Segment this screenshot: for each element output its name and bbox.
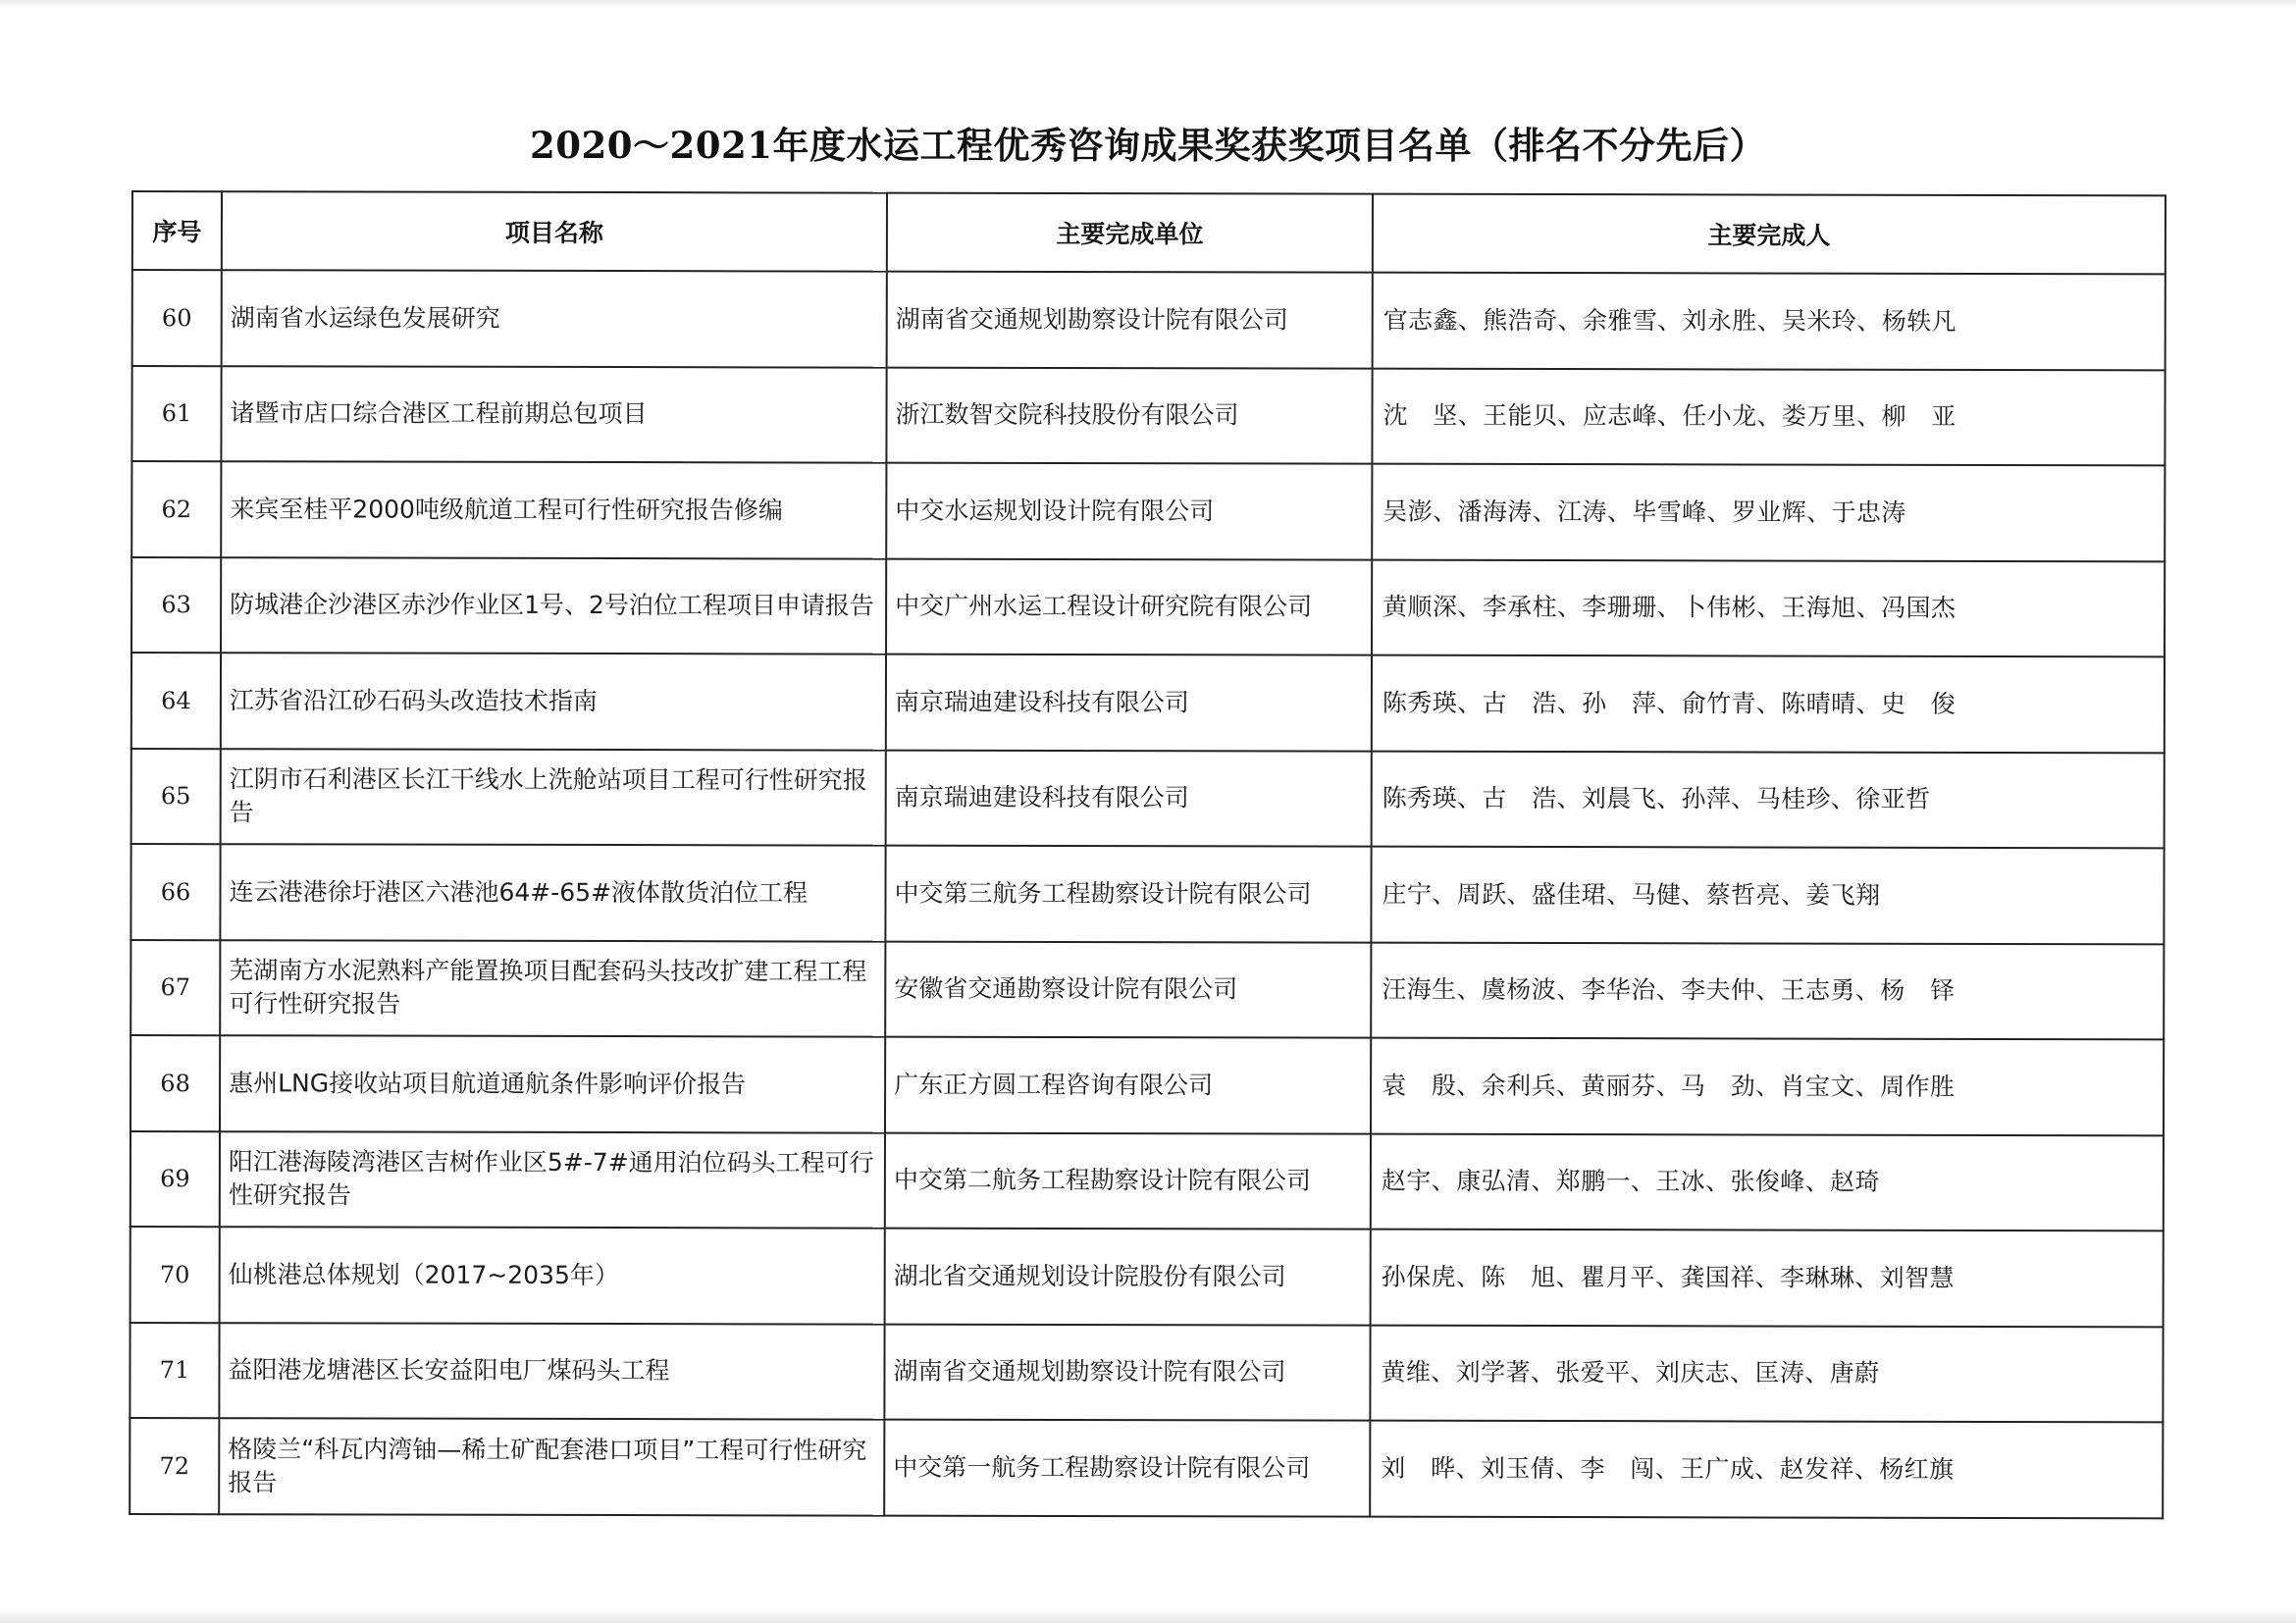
cell-main-unit: 中交第一航务工程勘察设计院有限公司 bbox=[884, 1420, 1370, 1517]
cell-main-unit: 湖北省交通规划设计院股份有限公司 bbox=[885, 1229, 1371, 1326]
cell-no: 60 bbox=[132, 270, 222, 366]
table-row bbox=[131, 557, 2165, 657]
cell-project-name: 仙桃港总体规划（2017~2035年） bbox=[220, 1227, 885, 1324]
cell-main-people: 刘 晔、刘玉倩、李 闯、王广成、赵发祥、杨红旗 bbox=[1370, 1421, 2163, 1518]
cell-no: 64 bbox=[131, 653, 221, 749]
table-row bbox=[130, 1322, 2163, 1422]
cell-no: 66 bbox=[130, 844, 220, 940]
cell-main-people: 沈 坚、王能贝、应志峰、任小龙、娄万里、柳 亚 bbox=[1372, 368, 2165, 465]
cell-main-unit: 湖南省交通规划勘察设计院有限公司 bbox=[884, 1324, 1370, 1421]
cell-no: 72 bbox=[130, 1418, 219, 1514]
cell-main-unit: 湖南省交通规划勘察设计院有限公司 bbox=[887, 272, 1373, 369]
cell-project-name: 格陵兰“科瓦内湾铀—稀土矿配套港口项目”工程可行性研究报告 bbox=[219, 1418, 884, 1515]
table-row bbox=[130, 1035, 2164, 1135]
table-row bbox=[131, 653, 2165, 753]
cell-no: 69 bbox=[130, 1131, 220, 1228]
cell-no: 70 bbox=[130, 1227, 220, 1323]
cell-main-unit: 广东正方圆工程咨询有限公司 bbox=[885, 1037, 1371, 1134]
cell-no: 62 bbox=[131, 461, 221, 557]
cell-main-people: 孙保虎、陈 旭、瞿月平、龚国祥、李琳琳、刘智慧 bbox=[1371, 1230, 2164, 1327]
award-list-table bbox=[129, 190, 2166, 1519]
scan-top-edge bbox=[0, 0, 2296, 8]
cell-no: 65 bbox=[131, 749, 221, 845]
header-main-people: 主要完成人 bbox=[1373, 194, 2166, 275]
header-main-unit: 主要完成单位 bbox=[887, 193, 1373, 273]
cell-project-name: 芜湖南方水泥熟料产能置换项目配套码头技改扩建工程工程可行性研究报告 bbox=[220, 940, 885, 1037]
cell-project-name: 江苏省沿江砂石码头改造技术指南 bbox=[221, 653, 886, 750]
cell-main-unit: 中交第二航务工程勘察设计院有限公司 bbox=[885, 1132, 1371, 1230]
cell-no: 68 bbox=[130, 1035, 220, 1131]
table-header-row bbox=[132, 191, 2166, 274]
scan-bottom-edge bbox=[0, 1609, 2296, 1623]
header-no: 序号 bbox=[132, 191, 222, 270]
cell-main-people: 袁 殷、余利兵、黄丽芬、马 劲、肖宝文、周作胜 bbox=[1371, 1038, 2164, 1135]
table-row bbox=[130, 844, 2164, 944]
cell-main-unit: 安徽省交通勘察设计院有限公司 bbox=[885, 941, 1371, 1038]
cell-no: 67 bbox=[130, 940, 220, 1036]
cell-main-people: 庄宁、周跃、盛佳珺、马健、蔡哲亮、姜飞翔 bbox=[1371, 847, 2164, 944]
cell-no: 63 bbox=[131, 557, 221, 654]
cell-main-unit: 中交广州水运工程设计研究院有限公司 bbox=[886, 558, 1372, 655]
cell-main-unit: 浙江数智交院科技股份有限公司 bbox=[886, 367, 1372, 464]
cell-main-people: 陈秀瑛、古 浩、孙 萍、俞竹青、陈晴晴、史 俊 bbox=[1372, 655, 2165, 753]
table-row bbox=[130, 940, 2164, 1040]
cell-main-unit: 南京瑞迪建设科技有限公司 bbox=[886, 750, 1372, 847]
cell-main-people: 吴澎、潘海涛、江涛、毕雪峰、罗业辉、于忠涛 bbox=[1372, 464, 2165, 561]
page-title: 2020～2021年度水运工程优秀咨询成果奖获奖项目名单（排名不分先后） bbox=[530, 124, 1766, 167]
table-row bbox=[131, 366, 2165, 466]
cell-main-people: 汪海生、虞杨波、李华治、李夫仲、王志勇、杨 铎 bbox=[1371, 942, 2164, 1039]
cell-project-name: 防城港企沙港区赤沙作业区1号、2号泊位工程项目申请报告 bbox=[221, 557, 886, 654]
cell-main-unit: 中交水运规划设计院有限公司 bbox=[886, 463, 1372, 560]
table-row bbox=[130, 1227, 2164, 1327]
table-row bbox=[130, 1131, 2164, 1231]
table-row bbox=[131, 749, 2165, 849]
cell-project-name: 湖南省水运绿色发展研究 bbox=[222, 270, 887, 367]
cell-project-name: 江阴市石利港区长江干线水上洗舱站项目工程可行性研究报告 bbox=[221, 749, 886, 846]
cell-project-name: 诸暨市店口综合港区工程前期总包项目 bbox=[221, 366, 886, 463]
cell-main-people: 黄维、刘学著、张爱平、刘庆志、匡涛、唐蔚 bbox=[1370, 1325, 2163, 1422]
cell-no: 71 bbox=[130, 1322, 219, 1418]
cell-project-name: 惠州LNG接收站项目航道通航条件影响评价报告 bbox=[220, 1035, 885, 1132]
cell-main-people: 黄顺深、李承柱、李珊珊、卜伟彬、王海旭、冯国杰 bbox=[1372, 559, 2165, 656]
table-row bbox=[132, 270, 2166, 370]
cell-project-name: 来宾至桂平2000吨级航道工程可行性研究报告修编 bbox=[221, 461, 886, 558]
cell-main-people: 陈秀瑛、古 浩、刘晨飞、孙萍、马桂珍、徐亚哲 bbox=[1372, 751, 2165, 848]
cell-project-name: 阳江港海陵湾港区吉树作业区5#-7#通用泊位码头工程可行性研究报告 bbox=[220, 1131, 885, 1229]
cell-no: 61 bbox=[131, 366, 221, 462]
cell-main-people: 官志鑫、熊浩奇、余雅雪、刘永胜、吴米玲、杨轶凡 bbox=[1373, 273, 2166, 370]
table-row bbox=[131, 461, 2165, 561]
cell-main-unit: 南京瑞迪建设科技有限公司 bbox=[886, 654, 1372, 752]
table-row bbox=[130, 1418, 2163, 1518]
cell-main-people: 赵宇、康弘清、郑鹏一、王冰、张俊峰、赵琦 bbox=[1371, 1133, 2164, 1230]
cell-project-name: 连云港港徐圩港区六港池64#-65#液体散货泊位工程 bbox=[220, 844, 885, 941]
cell-project-name: 益阳港龙塘港区长安益阳电厂煤码头工程 bbox=[219, 1323, 884, 1420]
header-project-name: 项目名称 bbox=[222, 191, 887, 271]
cell-main-unit: 中交第三航务工程勘察设计院有限公司 bbox=[885, 846, 1371, 943]
